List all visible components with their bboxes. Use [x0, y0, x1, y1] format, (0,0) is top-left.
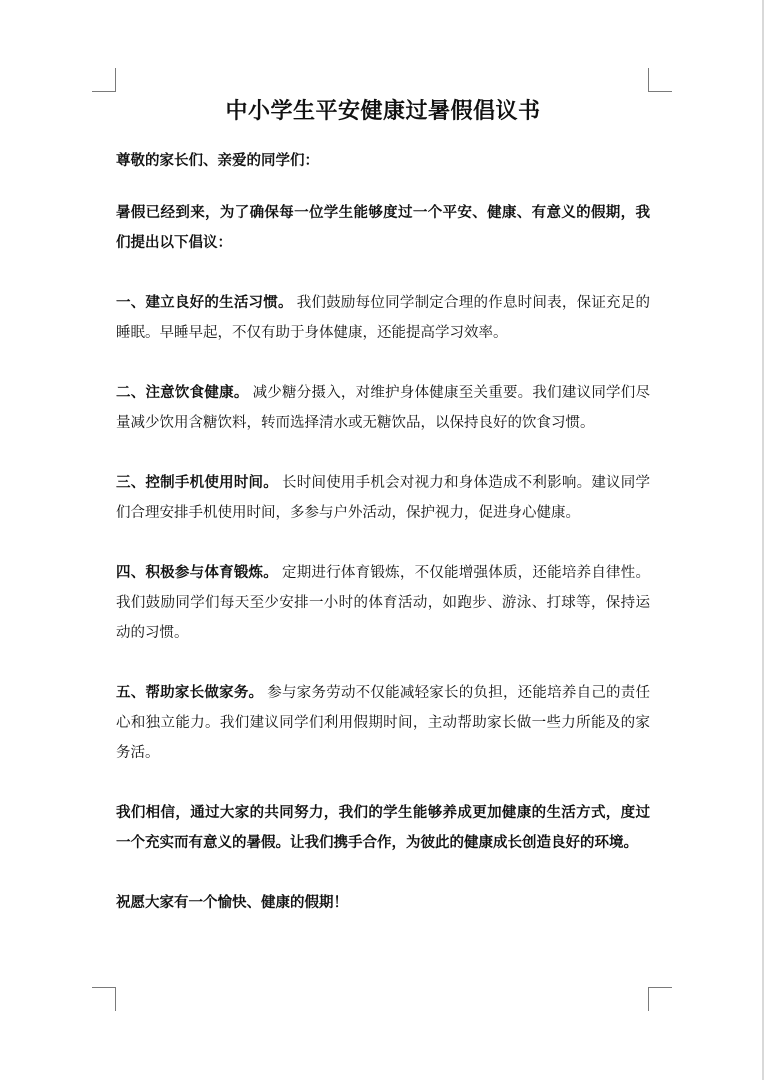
item-heading: 五、帮助家长做家务。 [116, 685, 264, 701]
item-text: 参与家务劳动不仅能减轻家长的负担，还能培养自己的责任心和独立能力。我们建议同学们利用假期时间，主动帮助家长做一些力所能及的家务活。 [116, 685, 651, 761]
margin-mark-top-left [92, 68, 116, 92]
item-heading: 四、积极参与体育锻炼。 [116, 565, 279, 581]
item-paragraph [116, 378, 650, 438]
closing-line: 祝愿大家有一个愉快、健康的假期！ [116, 895, 348, 911]
document-title: 中小学生平安健康过暑假倡议书 [225, 99, 541, 124]
document-body [116, 92, 650, 948]
item-text: 长时间使用手机会对视力和身体造成不利影响。建议同学们合理安排手机使用时间，多参与户外活动，保护视力，促进身心健康。 [116, 475, 650, 521]
item-heading: 三、控制手机使用时间。 [116, 475, 279, 491]
item-paragraph [116, 678, 650, 768]
margin-mark-top-right [648, 68, 672, 92]
item-heading: 一、建立良好的生活习惯。 [116, 295, 293, 311]
item-text: 减少糖分摄入，对维护身体健康至关重要。我们建议同学们尽量减少饮用含糖饮料，转而选择清水或无糖饮品，以保持良好的饮食习惯。 [116, 385, 651, 431]
conclusion-paragraph: 我们相信，通过大家的共同努力，我们的学生能够养成更加健康的生活方式，度过一个充实而有意义的暑假。让我们携手合作，为彼此的健康成长创造良好的环境。 [116, 805, 650, 851]
item-paragraph [116, 288, 650, 348]
intro-paragraph: 暑假已经到来，为了确保每一位学生能够度过一个平安、健康、有意义的假期，我们提出以下倡议： [116, 205, 650, 251]
greeting: 尊敬的家长们、亲爱的同学们： [116, 153, 319, 169]
item-heading: 二、注意饮食健康。 [116, 385, 249, 401]
item-paragraph [116, 468, 650, 528]
item-paragraph [116, 558, 650, 648]
item-text: 我们鼓励每位同学制定合理的作息时间表，保证充足的睡眠。早睡早起，不仅有助于身体健康，还能提高学习效率。 [116, 295, 651, 341]
margin-mark-bottom-left [92, 987, 116, 1011]
margin-mark-bottom-right [648, 987, 672, 1011]
item-text: 定期进行体育锻炼，不仅能增强体质，还能培养自律性。我们鼓励同学们每天至少安排一小时的体育活动，如跑步、游泳、打球等，保持运动的习惯。 [116, 565, 650, 641]
